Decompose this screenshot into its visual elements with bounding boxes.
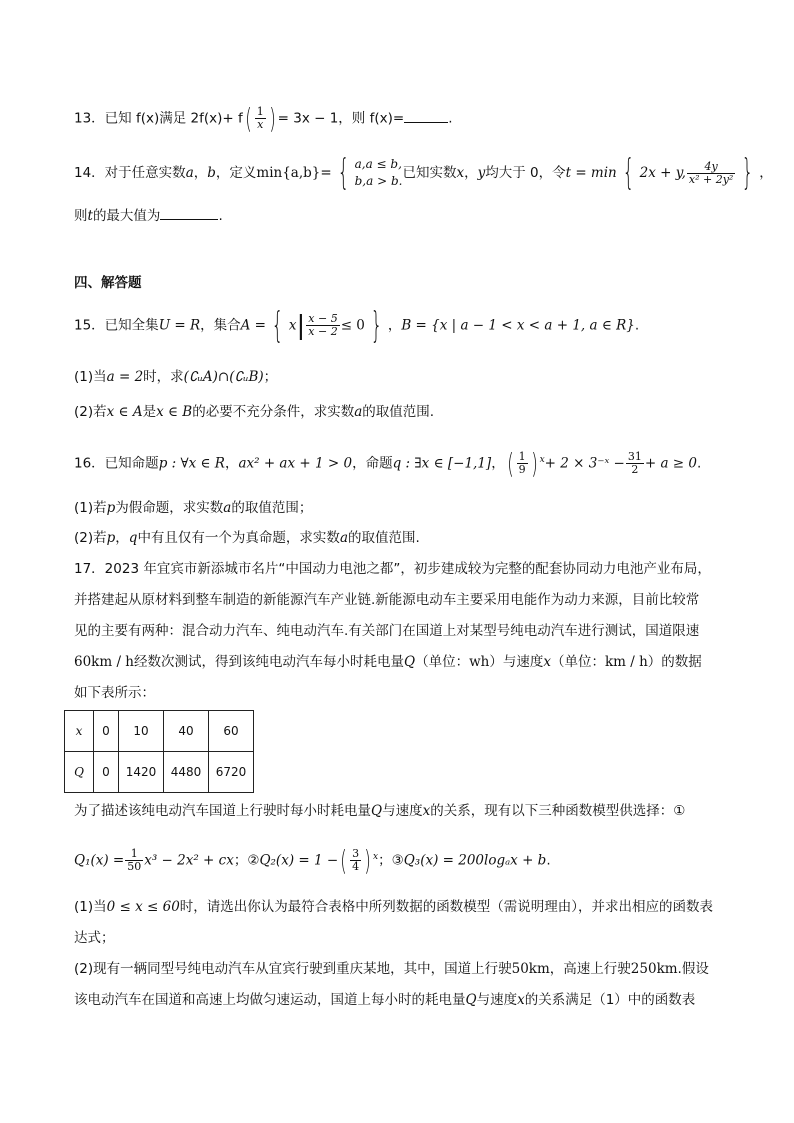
q17-line3: 见的主要有两种：混合动力汽车、纯电动汽车.有关部门在国道上对某型号纯电动汽车进行测试，国道限速	[74, 623, 700, 639]
min-definition: min{a,b}=	[256, 165, 332, 181]
q15-line1: 15．已知全集U = R，集合A = { x| $\frac{x - 5}{x - 2}$ ≤ 0 } ，B = {x | a − 1 < x < a + 1, a ∈ R}.	[74, 304, 640, 346]
q17-line6: 为了描述该纯电动汽车国道上行驶时每小时耗电量Q与速度x的关系，现有以下三种函数模型供选择：①	[74, 803, 686, 819]
q17-line2: 并搭建起从原材料到整车制造的新能源汽车产业链.新能源电动车主要采用电能作为动力来源，目前比较常	[74, 592, 700, 608]
q14-answer-blank[interactable]	[160, 205, 218, 220]
q14-fraction: $\frac{4y}{\text{x² + 2y²}}$	[688, 159, 734, 186]
q17-line5: 如下表所示：	[74, 685, 155, 701]
q13-suffix: = 3x − 1，则 f(x)=	[277, 110, 405, 127]
table-cell: 10	[119, 711, 164, 752]
q17-part2-line2: 该电动汽车在国道和高速上均做匀速运动，国道上每小时的耗电量Q与速度x的关系满足（1）中的函数表	[74, 992, 696, 1008]
q16-part1: (1)若p为假命题，求实数a的取值范围；	[74, 500, 313, 516]
table-header-x: x	[65, 711, 94, 752]
q17-line1: 17．2023 年宜宾市新添城市名片“中国动力电池之都”，初步建成较为完整的配套协同动力电池产业布局，	[74, 561, 711, 577]
table-row-x	[65, 711, 254, 752]
q15-part2: (2)若x ∈ A是x ∈ B的必要不充分条件，求实数a的取值范围.	[74, 404, 435, 420]
q15-fraction: $\frac{x - 5}{x - 2}$	[308, 312, 338, 338]
table-row-q	[65, 752, 254, 793]
q16-line1: 16．已知命题p : ∀x ∈ R，ax² + ax + 1 > 0，命题q : ∃x ∈ [−1,1]，( $\frac{1}{9}$ ) $^x$+ 2 × 3⁻ˣ − $\frac{31}{2}$ + a ≥ 0.	[74, 446, 702, 480]
q17-line4: 60km / h经数次测试，得到该纯电动汽车每小时耗电量Q（单位：wh）与速度x（单位：km / h）的数据	[74, 654, 702, 670]
q15-part1: (1)当a = 2时，求(∁ᵤA)∩(∁ᵤB)；	[74, 369, 278, 385]
table-header-q: Q	[65, 752, 94, 793]
q13-prefix: 13．已知 f(x)满足 2f(x)+ f	[74, 110, 243, 127]
table-cell: 0	[94, 711, 119, 752]
table-cell: 0	[94, 752, 119, 793]
q13-answer-blank[interactable]	[404, 108, 448, 123]
q17-part2-line1: (2)现有一辆同型号纯电动汽车从宜宾行驶到重庆某地，其中，国道上行驶50km，高速上行驶250km.假设	[74, 961, 709, 977]
q16-part2: (2)若p，q中有且仅有一个为真命题，求实数a的取值范围.	[74, 530, 420, 546]
table-cell: 60	[209, 711, 254, 752]
q14-line2: 则t的最大值为 .	[74, 205, 223, 227]
table-cell: 40	[164, 711, 209, 752]
table-cell: 6720	[209, 752, 254, 793]
data-table	[64, 710, 254, 793]
table-cell: 1420	[119, 752, 164, 793]
section-heading: 四、解答题	[74, 275, 142, 291]
t-definition: t = min	[565, 165, 617, 181]
q17-models: Q₁(x) = $\frac{1}{50}$ x³ − 2x² + cx；②Q₂(x) = 1 −( $\frac{3}{4}$ ) $^x$；③Q₃(x) = 200logₐx + b.	[74, 843, 551, 877]
set-b: B = {x | a − 1 < x < a + 1, a ∈ R}	[401, 317, 635, 334]
q17-part1-line2: 达式；	[74, 930, 115, 946]
table-cell: 4480	[164, 752, 209, 793]
q17-part1-line1: (1)当0 ≤ x ≤ 60时，请选出你认为最符合表格中所列数据的函数模型（需说明理由），并求出相应的函数表	[74, 899, 714, 915]
q14-line1: 14．对于任意实数a，b，定义min{a,b}= { a,a ≤ b, b,a > b. 已知实数x，y均大于 0，令t = min { 2x + y, $\frac{4y}{\text{x² + 2y²}}$ } ，	[74, 152, 773, 193]
q13-line: 13．已知 f(x)满足 2f(x)+ f( $\frac{1}{x}$ ) = 3x − 1，则 f(x)= .	[74, 101, 453, 135]
min-cases: a,a ≤ b, b,a > b.	[354, 157, 403, 188]
q13-fraction: $\frac{1}{x}$	[256, 105, 264, 131]
